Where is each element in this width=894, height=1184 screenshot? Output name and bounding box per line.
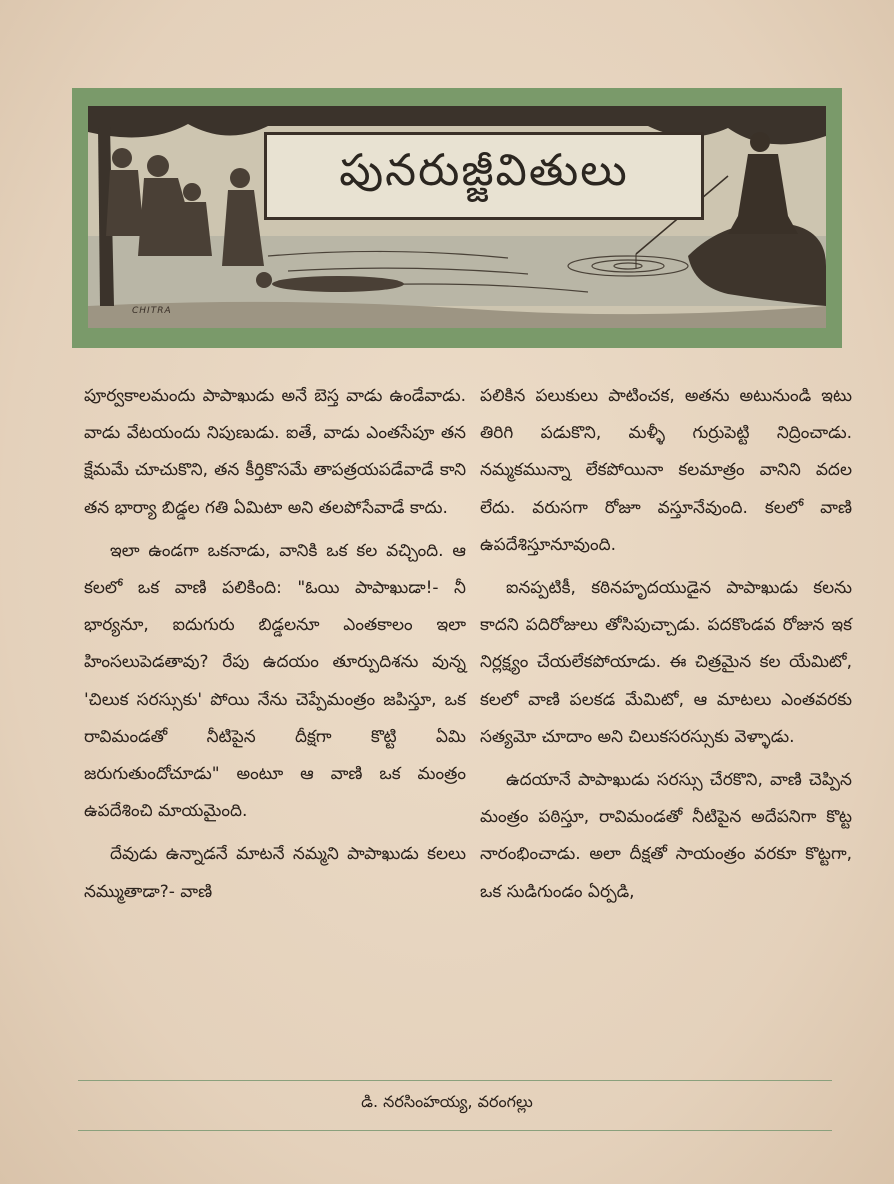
author-byline: డి. నరసింహయ్య, వరంగల్లు <box>361 1092 533 1111</box>
divider-bottom <box>78 1130 832 1131</box>
artist-signature: CHITRA <box>132 306 172 316</box>
divider-top <box>78 1080 832 1081</box>
story-banner <box>72 88 842 348</box>
paragraph: ఐనప్పటికీ, కఠినహృదయుడైన పాపాఖుడు కలను కాదని పదిరోజులు తోసిపుచ్చాడు. పదకొండవ రోజున ఇక నిర్లక్ష్యం చేయలేకపోయాడు. ఈ చిత్రమైన కల యేమిటో, కలలో వాణి పలకడ మేమిటో, ఆ మాటలు ఎంతవరకు సత్యమో చూదాం అని చిలుకసరస్సుకు వెళ్ళాడు. <box>480 578 852 747</box>
article-column-right <box>480 378 852 917</box>
story-title: పునరుజ్జీవితులు <box>264 132 704 220</box>
paragraph: ఇలా ఉండగా ఒకనాడు, వానికి ఒక కల వచ్చింది. ఆ కలలో ఒక వాణి పలికింది: "ఓయి పాపాఖుడా!- నీ భార్యనూ, ఐదుగురు బిడ్డలనూ ఎంతకాలం ఇలా హింసలుపెడతావు? రేపు ఉదయం తూర్పుదిశను వున్న 'చిలుక సరస్సుకు' పోయి నేను చెప్పేమంత్రం జపిస్తూ, ఒక రావిమండతో నీటిపైన దీక్షగా కొట్టి ఏమి జరుగుతుందోచూడు" అంటూ ఆ వాణి ఒక మంత్రం ఉపదేశించి మాయమైంది. <box>84 540 466 822</box>
paragraph: ఉదయానే పాపాఖుడు సరస్సు చేరకొని, వాణి చెప్పిన మంత్రం పఠిస్తూ, రావిమండతో నీటిపైన అదేపనిగా కొట్ట నారంభించాడు. అలా దీక్షతో సాయంత్రం వరకూ కొట్టగా, ఒక సుడిగుండం ఏర్పడి, <box>480 770 852 902</box>
paragraph: పూర్వకాలమందు పాపాఖుడు అనే బెస్త వాడు ఉండేవాడు. వాడు వేటయందు నిపుణుడు. ఐతే, వాడు ఎంతసేపూ తన క్షేమమే చూచుకొని, తన కీర్తికొసమే తాపత్రయపడేవాడే కాని తన భార్యా బిడ్డల గతి ఏమిటా అని తలపోసేవాడే కాదు. <box>84 386 466 518</box>
article-column-left <box>84 378 466 917</box>
banner-illustration <box>88 106 826 328</box>
paragraph: దేవుడు ఉన్నాడనే మాటనే నమ్మని పాపాఖుడు కలలు నమ్ముతాడా?- వాణి <box>84 844 466 902</box>
paragraph: పలికిన పలుకులు పాటించక, అతను అటునుండి ఇటు తిరిగి పడుకొని, మళ్ళీ గుర్రుపెట్టి నిద్రించాడు. నమ్మకమున్నా లేకపోయినా కలమాత్రం వానిని వదల లేదు. వరుసగా రోజూ వస్తూనేవుంది. కలలో వాణి ఉపదేశిస్తూనూవుంది. <box>480 386 852 555</box>
